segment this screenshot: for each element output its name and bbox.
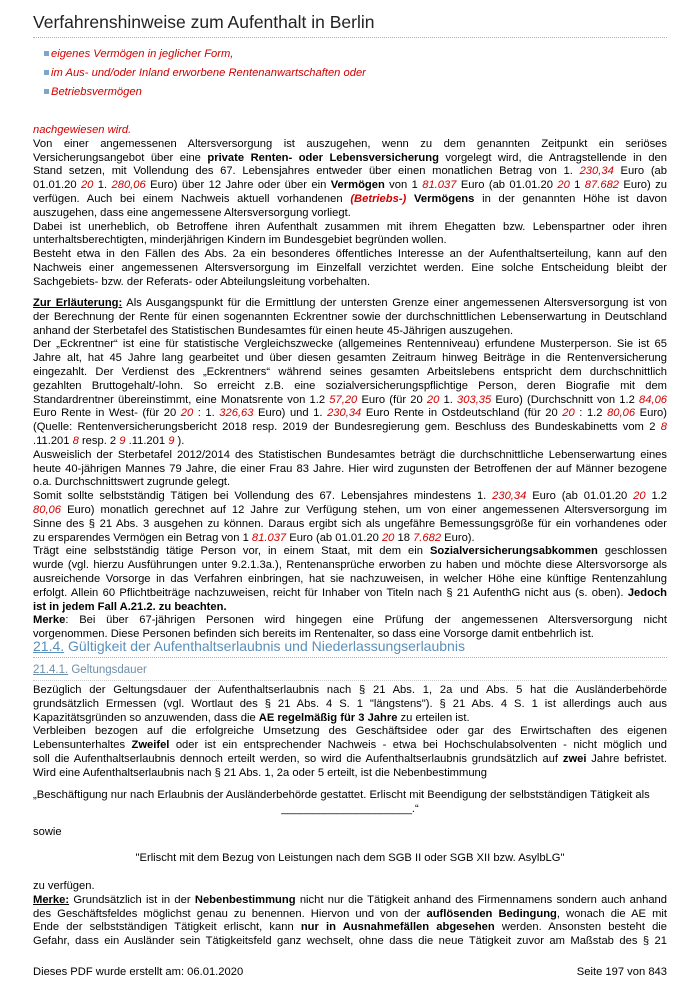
text-line: Kapazitätsgründen so anzuwenden, dass die AE regelmäßig für 3 Jahre zu erteilen ist. — [33, 711, 470, 724]
bullet-square-icon — [44, 89, 49, 94]
text-line: Sachgebiets- bzw. der Referats- oder Abteilungsleitung vorbehalten. — [33, 275, 371, 288]
text-line: Besteht etwa in den Fällen des Abs. 2a ein besonderes öffentliches Interesse an der Aufenthaltserteilung, kann auf den — [33, 248, 667, 261]
text-line: Lebensunterhaltes Zweifel oder ist ein entsprechender Nachweis - etwa bei Hochschulabsolventen - nicht möglich und — [33, 739, 667, 752]
sowie-line — [33, 826, 667, 840]
text-line: anhand der Sterbetafel des Statistischen Bundesamtes für einen heute 45-Jährigen auszugehen. — [33, 324, 514, 337]
text-line: grundsätzlich Ermessen (vgl. Wortlaut des § 21 Abs. 4 S. 1 "längstens"). § 21 Abs. 4 S. 1 ist allerdings auch aus — [33, 697, 667, 710]
text-line: "Erlischt mit dem Bezug von Leistungen nach dem SGB II oder SGB XII bzw. AsylbLG" — [135, 852, 565, 864]
page-title: Verfahrenshinweise zum Aufenthalt in Berlin — [33, 12, 375, 32]
text-line: Verbleiben bezogen auf die erfolgreiche Umsetzung des Geschäftsidee oder gar des Erwirtschaften des eigenen — [33, 725, 667, 738]
subsection-heading: 21.4.1. Geltungsdauer — [33, 664, 147, 676]
section-divider — [33, 657, 667, 658]
text-line: eingezahlt. Der Verdienst des „Eckrentners“ während seines gesamten Arbeitslebens entspricht dem durchschnittlich — [33, 365, 667, 378]
text-line: Bezüglich der Geltungsdauer der Aufenthaltserlaubnis nach § 21 Abs. 1, 2a und Abs. 5 hat die Ausländerbehörde — [33, 684, 667, 696]
text-line: heute 40-jährigen Mannes 79 Jahre, die einer Frau 83 Jahre. Hier wird zugunsten der Betroffenen der auf Männer bezogene — [33, 462, 667, 475]
list-item: Betriebsvermögen — [44, 83, 366, 102]
title-divider — [33, 37, 667, 38]
list-item: im Aus- und/oder Inland erworbene Rentenanwartschaften oder — [44, 64, 366, 83]
text-line: Jahre alt, hat 45 Jahre lang gearbeitet und über diesen gesamten Zeitraum hinweg Beiträge in die Rentenversicherung — [33, 352, 667, 365]
text-line: Merke: Grundsätzlich ist in der Nebenbestimmung nicht nur die Tätigkeit anhand des Firmennamens sondern auch anhand — [33, 893, 667, 906]
nebenbestimmung-quote-1 — [33, 789, 667, 817]
list-item: eigenes Vermögen in jeglicher Form, — [44, 45, 366, 64]
text-line: vorgenommen. Diese Personen befinden sich bereits im Rentenalter, so dass eine Vorsorge damit entbehrlich ist. — [33, 628, 594, 641]
text-line: ist in jedem Fall A.21.2. zu beachten. — [33, 600, 227, 613]
bullet-list — [44, 45, 366, 102]
section-number-link[interactable]: 21.4. — [33, 638, 65, 654]
text-line: unterhaltsberechtigten, minderjährigen Kindern im Bundesgebiet begründen wollen. — [33, 234, 447, 247]
text-line: wurde (vgl. hierzu Ausführungen unter 9.2.1.3a.), Rentenansprüche erworben zu haben und möchte diese Altersvorsorge als — [33, 559, 667, 572]
text-line: Sinne des § 21 Abs. 3 ausgehen zu können. Daraus ergibt sich als ungefähre Bemessungsgröße für ein vorhandenes oder — [33, 517, 667, 530]
text-line: gezahlten Bruttogehalt/-lohn. So erreicht z.B. eine sozialversicherungspflichtige Person, deren Biografie mit dem — [33, 379, 667, 392]
section-heading: 21.4. Gültigkeit der Aufenthaltserlaubnis und Niederlassungserlaubnis — [33, 638, 465, 654]
text-line: Wird eine Aufenthaltserlaubnis nach § 21 Abs. 1, 2a oder 5 erteilt, ist die Nebenbestimmung — [33, 766, 487, 779]
text-line: 01.01.20 20 1. 280,06 Euro) über 12 Jahre oder über ein Vermögen von 1 81.037 Euro (ab 01.01.20 20 1 87.682 Euro) zu — [33, 179, 667, 192]
text-line: sowie — [33, 826, 62, 838]
footer-created-date: Dieses PDF wurde erstellt am: 06.01.2020 — [33, 966, 244, 978]
text-line: Somit sollte selbstständig Tätigen bei Vollendung des 67. Lebensjahres mindestens 1. 230,34 Euro (ab 01.01.20 20 1.2 — [33, 490, 668, 503]
text-line: der Berechnung der Rente für einen sogenannten Eckrentner sowie der durchschnittlichen Lebenserwartung in Deutschland — [33, 310, 667, 323]
bullet-square-icon — [44, 51, 49, 56]
paragraph-erlaeuterung — [33, 297, 667, 642]
text-line: o.a. Durchschnittswert zugrunde gelegt. — [33, 476, 231, 489]
paragraph-merke — [33, 880, 667, 949]
text-line: soll die Aufenthaltserlaubnis dennoch erteilt werden, so wird die Aufenthaltserlaubnis grundsätzlich auf zwei Jahre befristet. — [33, 752, 668, 765]
text-line: Ende der selbstständigen Tätigkeit erlischt, kann nur in Ausnahmefällen abgesehen werden. Ansonsten besteht die — [33, 921, 668, 934]
text-line: .11.201 8 resp. 2 9 .11.201 9 ). — [33, 434, 185, 447]
text-line: Standardrentner übereinstimmt, eine Monatsrente von 1.2 57,20 Euro (für 20 20 1. 303,35 Euro) (Durchschnitt von 1.2 84,06 — [33, 393, 668, 406]
text-line: Zur Erläuterung: Als Ausgangspunkt für die Ermittlung der untersten Grenze einer angemessenen Altersversorgung ist von — [33, 297, 667, 309]
text-line: des Geschäftsfeldes möglichst genau zu benennen. Hiervon und von der auflösenden Bedingung, wonach die AE mit — [33, 907, 667, 920]
text-line: Von einer angemessenen Altersversorgung ist auszugehen, wenn zu dem genannten Zeitpunkt ein seriöses — [33, 137, 667, 150]
bullet-square-icon — [44, 70, 49, 75]
text-line: auszugehen, dass eine angemessene Altersversorgung vorliegt. — [33, 206, 351, 219]
nebenbestimmung-quote-2 — [33, 852, 667, 866]
subsection-number-link[interactable]: 21.4.1. — [33, 664, 69, 676]
text-line: Ausweislich der Sterbetafel 2012/2014 des Statistischen Bundesamtes beträgt die durchschnittliche Lebenserwartung eines — [33, 448, 667, 461]
text-line: _____________________.“ — [281, 802, 419, 815]
text-line: nachgewiesen wird. — [33, 124, 132, 136]
text-line: verfügen. Auch bei einem Nachweis aktuell vorhandenen (Betriebs-) Vermögens in der genannten Höhe ist davon — [33, 192, 668, 205]
text-line: zu verfügen. — [33, 880, 95, 892]
text-line: Euro Rente in West- (für 20 20 : 1. 326,63 Euro) und 1. 230,34 Euro Rente in Ostdeutschland (für 20 20 : 1.2 80,06 Euro) — [33, 407, 667, 420]
text-line: erfolgt. Allein 60 Pflichtbeiträge nachzuweisen, reicht für Inhaber von Titeln nach § 21 AufenthG nicht aus (s. oben). Jedoch — [33, 586, 667, 599]
text-line: ausreichende Vorsorge in das Verfahren einbringen, hat sie nachzuweisen, in welcher Höhe eine künftige Rentenzahlung — [33, 572, 667, 585]
text-line: Versicherungsangebot über eine private Renten- oder Lebensversicherung vorgelegt wird, die Antragstellende in den — [33, 151, 667, 164]
footer-page-number: Seite 197 von 843 — [576, 966, 667, 978]
paragraph-altersversorgung — [33, 124, 667, 290]
text-line: „Beschäftigung nur nach Erlaubnis der Ausländerbehörde gestattet. Erlischt mit Beendigung der selbstständigen Tätigkeit als — [33, 789, 650, 801]
paragraph-geltungsdauer — [33, 684, 667, 781]
text-line: 80,06 Euro) monatlich gerechnet auf 12 Jahre zur Verfügung stehen, um von einer angemessenen Altersversorgung im — [33, 503, 667, 516]
text-line: Trägt eine selbstständig tätige Person vor, in einem Staat, mit dem ein Sozialversicherungsabkommen geschlossen — [33, 545, 667, 558]
text-line: Gefahr, dass ein Ausländer sein Tätigkeitsfeld ganz wechselt, ohne dass die neue Tätigkeit zuvor am Maßstab des § 21 — [33, 935, 667, 948]
text-line: Nachweis einer angemessenen Altersversorgung im Einzelfall verzichtet werden. Eine solche Entscheidung bleibt der — [33, 261, 667, 274]
text-line: Merke: Bei über 67-jährigen Personen wird hingegen eine Prüfung der angemessenen Altersversorgung nicht — [33, 614, 667, 627]
text-line: Dabei ist unerheblich, ob Betroffene ihren Aufenthalt zusammen mit ihrem Ehegatten bzw. Lebenspartner oder ihren — [33, 220, 667, 233]
text-line: zu ersparendes Vermögen ein Betrag von 1 81.037 Euro (ab 01.01.20 20 18 7.682 Euro). — [33, 531, 475, 544]
subsection-divider — [33, 680, 667, 681]
text-line: (Quelle: Rentenversicherungsbericht 2018 resp. 2019 der Bundesregierung gem. Beschluss des Bundeskabinetts vom 2 8 — [33, 421, 667, 434]
text-line: Der „Eckrentner“ ist eine für statistische Vergleichszwecke (allgemeines Rentenniveau) erfundene Musterperson. Sie ist 65 — [33, 338, 667, 351]
text-line: Stand setzen, mit Vollendung des 67. Lebensjahres entweder über einen monatlichen Betrag von 1. 230,34 Euro (ab — [33, 165, 667, 178]
